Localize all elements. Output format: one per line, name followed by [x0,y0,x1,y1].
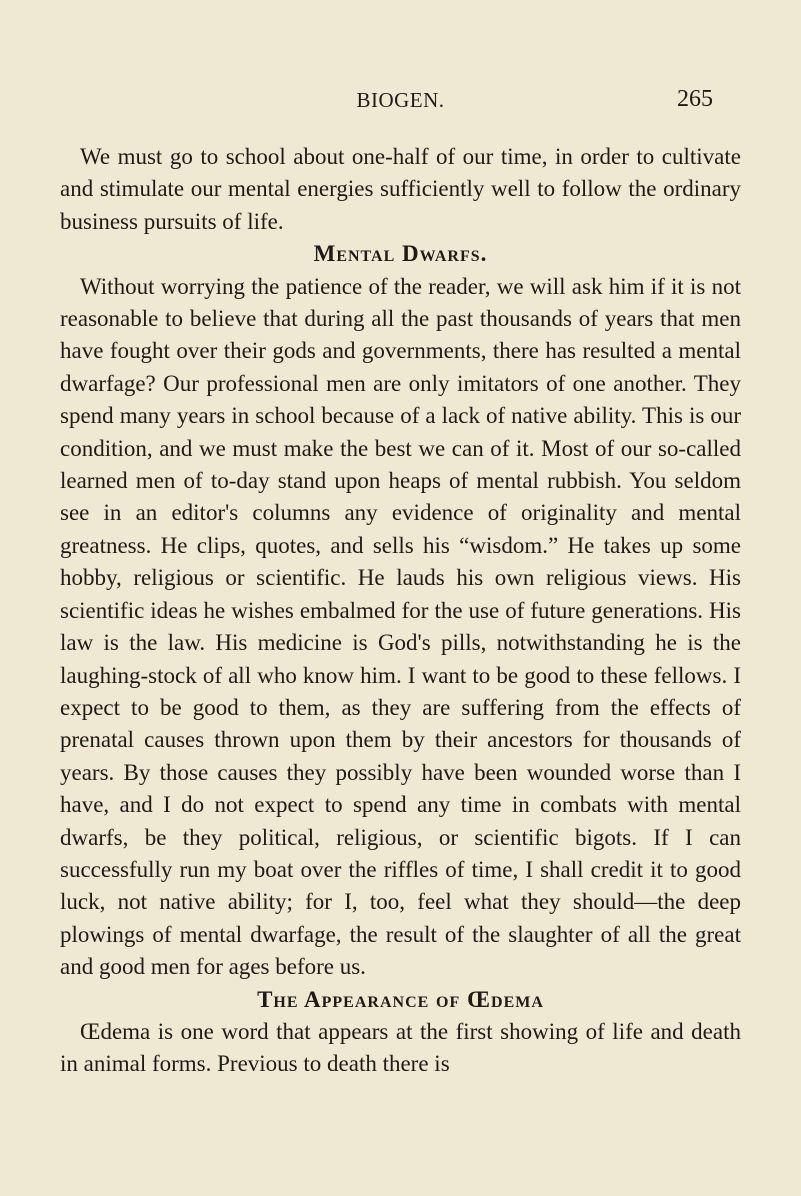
section-heading-oedema: The Appearance of Œdema [257,986,544,1012]
paragraph-oedema: Œdema is one word that appears at the first showing of life and death in animal forms. Previous to death there is [60,1018,741,1077]
body-text [60,141,741,1081]
running-title: BIOGEN. [356,88,445,112]
section-heading-mental-dwarfs: Mental Dwarfs. [313,241,488,267]
running-head [60,86,741,116]
paragraph-school-time: We must go to school about one-half of our time, in order to cultivate and stimulate our mental energies sufficiently well to follow the ordinary business pursuits of life. [60,144,741,234]
paragraph-mental-dwarfage: Without worrying the patience of the reader, we will ask him if it is not reasonable to believe that during all the past thousands of years that men have fought over their gods and governments, there has resulted a mental dwarfage? Our professional men are only imitators of one another. They spend many years in school because of a lack of native ability. This is our condition, and we must make the best we can of it. Most of our so-called learned men of to-day stand upon heaps of mental rubbish. You seldom see in an editor's columns any evidence of originality and mental greatness. He clips, quotes, and sells his “wisdom.” He takes up some hobby, religious or scientific. He lauds his own religious views. His scientific ideas he wishes embalmed for the use of future generations. His law is the law. His medicine is God's pills, notwithstanding he is the laughing-stock of all who know him. I want to be good to these fellows. I expect to be good to them, as they are suffering from the effects of prenatal causes thrown upon them by their ancestors for thousands of years. By those causes they possibly have been wounded worse than I have, and I do not expect to spend any time in combats with mental dwarfs, be they political, religious, or scientific bigots. If I can successfully run my boat over the riffles of time, I shall credit it to good luck, not native ability; for I, too, feel what they should—the deep plowings of mental dwarfage, the result of the slaughter of all the great and good men for ages before us. [60,273,741,980]
page-number: 265 [677,86,713,112]
